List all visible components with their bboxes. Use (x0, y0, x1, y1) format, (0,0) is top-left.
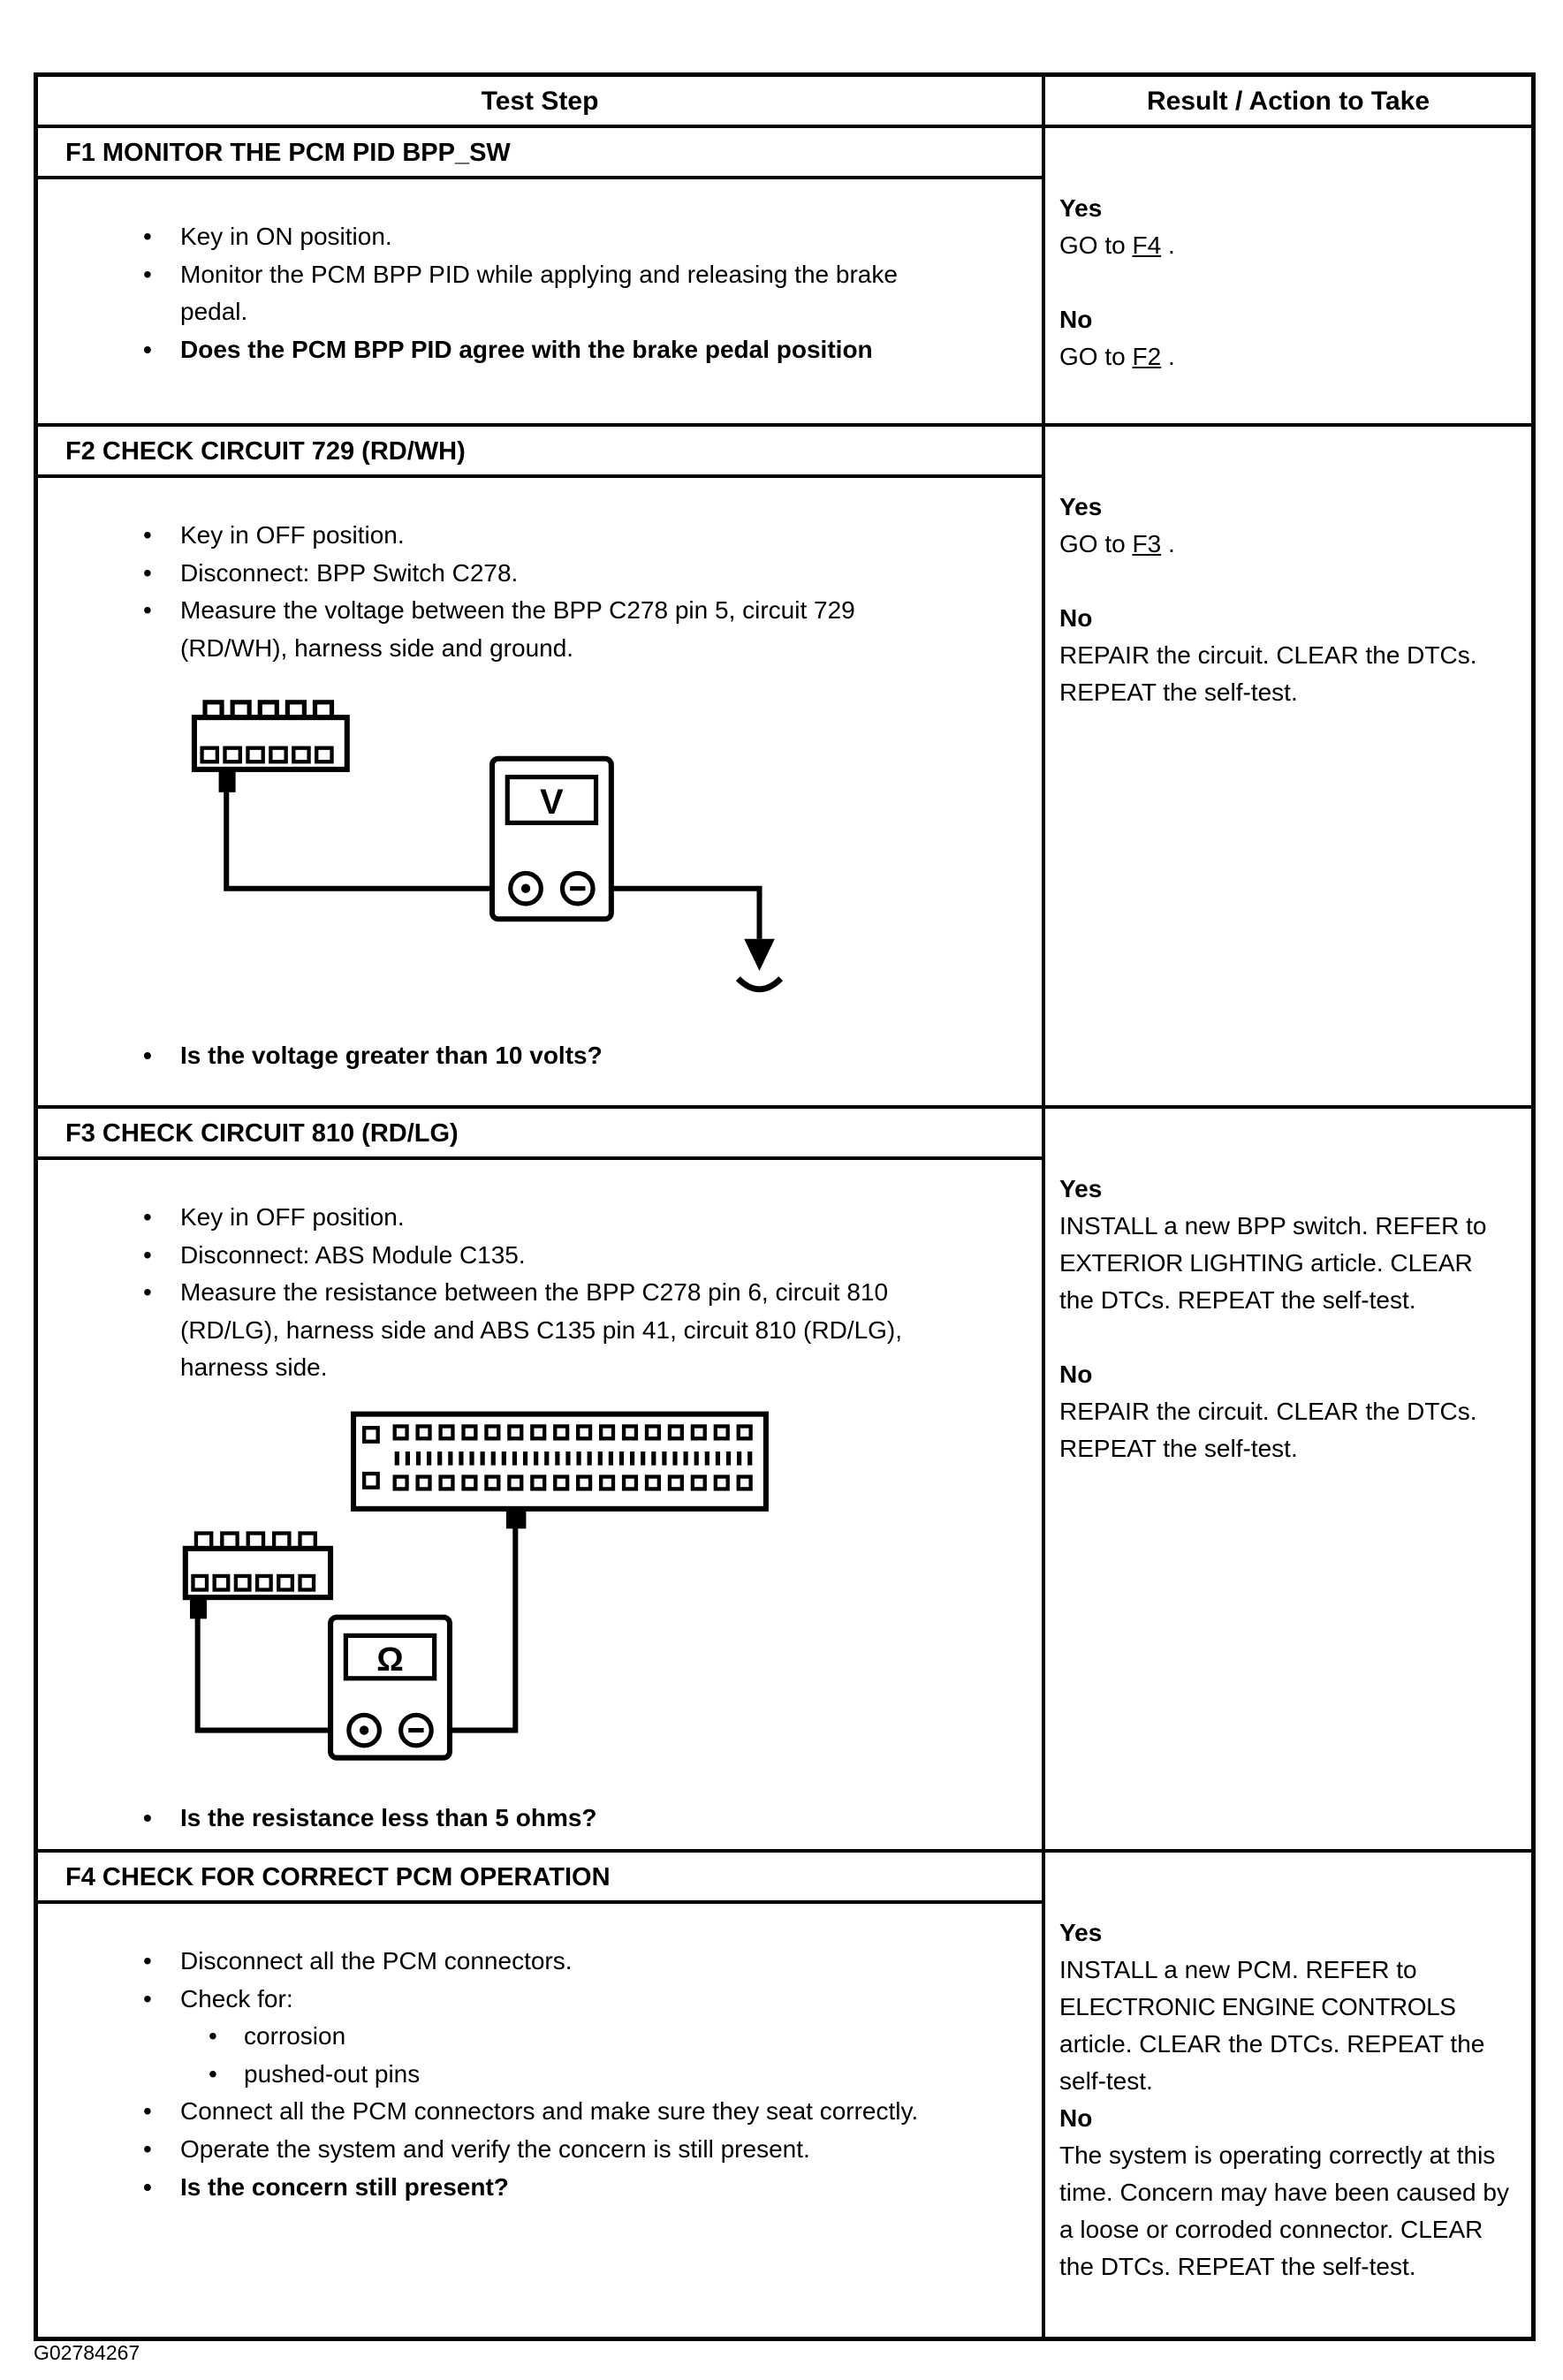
f3-yes-result (1059, 1171, 1514, 1319)
f3-no-action: REPAIR the circuit. CLEAR the DTCs. REPEAT the self-test. (1059, 1398, 1477, 1462)
ground-icon (738, 939, 780, 989)
bpp-switch-connector-icon (194, 702, 347, 791)
test-step-bullet: • Measure the resistance between the BPP C278 pin 6, circuit 810 (RD/LG), harness side and ABS C135 pin 41, circuit 810 (RD/LG), harness side. (180, 1274, 927, 1387)
section-f3 (38, 1105, 1531, 1849)
f1-no-action: GO to F2 . (1059, 343, 1175, 370)
article-reference: EXTERIOR LIGHTING (1059, 1249, 1304, 1277)
f1-bullet-list (38, 218, 1042, 368)
f2-yes-result (1059, 489, 1514, 563)
bpp-switch-connector-icon (186, 1533, 330, 1617)
f2-no-action: REPAIR the circuit. CLEAR the DTCs. REPEAT the self-test. (1059, 641, 1477, 706)
link-to-f2[interactable]: F2 (1132, 343, 1162, 370)
f3-no-result (1059, 1356, 1514, 1467)
no-label: No (1059, 306, 1093, 333)
no-label: No (1059, 604, 1093, 632)
f3-yes-action: INSTALL a new BPP switch. REFER to EXTERIOR LIGHTING article. CLEAR the DTCs. REPEAT the self-test. (1059, 1212, 1487, 1314)
f4-title: F4 CHECK FOR CORRECT PCM OPERATION (38, 1853, 1042, 1904)
ohmmeter-icon (330, 1617, 450, 1757)
f2-title: F2 CHECK CIRCUIT 729 (RD/WH) (38, 427, 1042, 478)
test-lead-wire (596, 889, 760, 939)
voltmeter-icon (492, 759, 611, 919)
test-step-question: • Is the resistance less than 5 ohms? (180, 1800, 927, 1838)
test-step-bullet: • Monitor the PCM BPP PID while applying and releasing the brake pedal. (180, 256, 927, 331)
section-f2 (38, 423, 1531, 1105)
link-to-f3[interactable]: F3 (1132, 530, 1162, 557)
test-step-question: • Is the voltage greater than 10 volts? (180, 1037, 927, 1075)
pinpoint-test-table (34, 72, 1536, 2341)
voltage-test-diagram (186, 690, 798, 1011)
f2-yes-action: GO to F3 . (1059, 530, 1175, 557)
f1-result-cell (1042, 128, 1531, 423)
test-step-bullet: • Disconnect: ABS Module C135. (180, 1237, 927, 1275)
f3-title: F3 CHECK CIRCUIT 810 (RD/LG) (38, 1109, 1042, 1160)
f1-test-step-cell (38, 128, 1042, 423)
f1-yes-action: GO to F4 . (1059, 231, 1175, 259)
section-f4 (38, 1849, 1531, 2337)
f3-question-list (38, 1800, 1042, 1838)
test-step-bullet: • Key in OFF position. (180, 517, 927, 555)
f4-result-cell (1042, 1853, 1531, 2337)
result-column-header: Result / Action to Take (1042, 77, 1531, 125)
yes-label: Yes (1059, 194, 1103, 222)
f1-yes-result (1059, 190, 1514, 264)
figure-id: G02784267 (34, 2341, 140, 2364)
test-step-bullet: • Connect all the PCM connectors and make sure they seat correctly. (180, 2093, 927, 2131)
f4-bullet-list (38, 1943, 1042, 2206)
test-step-column-header: Test Step (481, 87, 599, 116)
f4-test-step-cell (38, 1853, 1042, 2337)
f2-test-step-cell (38, 427, 1042, 1105)
test-step-bullet: • Key in OFF position. (180, 1199, 927, 1237)
test-step-bullet: • Key in ON position. (180, 218, 927, 256)
test-step-bullet: • Disconnect all the PCM connectors. (180, 1943, 927, 1981)
test-step-question: • Is the concern still present? (180, 2169, 927, 2207)
f3-bullet-list (38, 1199, 1042, 1387)
test-step-bullet: • Disconnect: BPP Switch C278. (180, 555, 927, 593)
f3-result-cell (1042, 1109, 1531, 1849)
test-step-bullet: • Measure the voltage between the BPP C278 pin 5, circuit 729 (RD/WH), harness side and ground. (180, 592, 927, 667)
svg-text:V: V (540, 783, 564, 822)
f4-no-result (1059, 2100, 1514, 2285)
table-header-row (38, 77, 1531, 125)
section-f1 (38, 125, 1531, 423)
resistance-test-diagram (178, 1406, 789, 1773)
f2-bullet-list (38, 517, 1042, 667)
test-step-sub-bullet: • corrosion (244, 2018, 927, 2056)
f2-result-cell (1042, 427, 1531, 1105)
f3-test-step-cell (38, 1109, 1042, 1849)
test-lead-wire (226, 791, 507, 889)
yes-label: Yes (1059, 493, 1103, 520)
f4-no-action: The system is operating correctly at this time. Concern may have been caused by a loose or corroded connector. CLEAR the DTCs. REPEAT the self-test. (1059, 2141, 1509, 2281)
test-lead-wire (198, 1617, 346, 1730)
f2-no-result (1059, 600, 1514, 711)
f1-no-result (1059, 301, 1514, 375)
f2-question-list (38, 1037, 1042, 1075)
f4-yes-result (1059, 1914, 1514, 2100)
abs-module-connector-icon (353, 1414, 766, 1527)
f4-sub-bullet-list (180, 2018, 927, 2093)
f4-yes-action: INSTALL a new PCM. REFER to ELECTRONIC ENGINE CONTROLS article. CLEAR the DTCs. REPEAT the self-test. (1059, 1956, 1485, 2096)
yes-label: Yes (1059, 1919, 1103, 1947)
yes-label: Yes (1059, 1175, 1103, 1202)
test-step-bullet: • Check for: • corrosion • pushed-out pins (180, 1981, 927, 2094)
test-step-sub-bullet: • pushed-out pins (244, 2056, 927, 2094)
no-label: No (1059, 2104, 1093, 2133)
link-to-f4[interactable]: F4 (1132, 231, 1162, 259)
test-step-question: • Does the PCM BPP PID agree with the brake pedal position (180, 331, 927, 369)
svg-text:Ω: Ω (376, 1641, 404, 1679)
f1-title: F1 MONITOR THE PCM PID BPP_SW (38, 128, 1042, 179)
no-label: No (1059, 1361, 1093, 1388)
article-reference: ELECTRONIC ENGINE CONTROLS (1059, 1993, 1456, 2021)
test-step-bullet: • Operate the system and verify the concern is still present. (180, 2131, 927, 2169)
